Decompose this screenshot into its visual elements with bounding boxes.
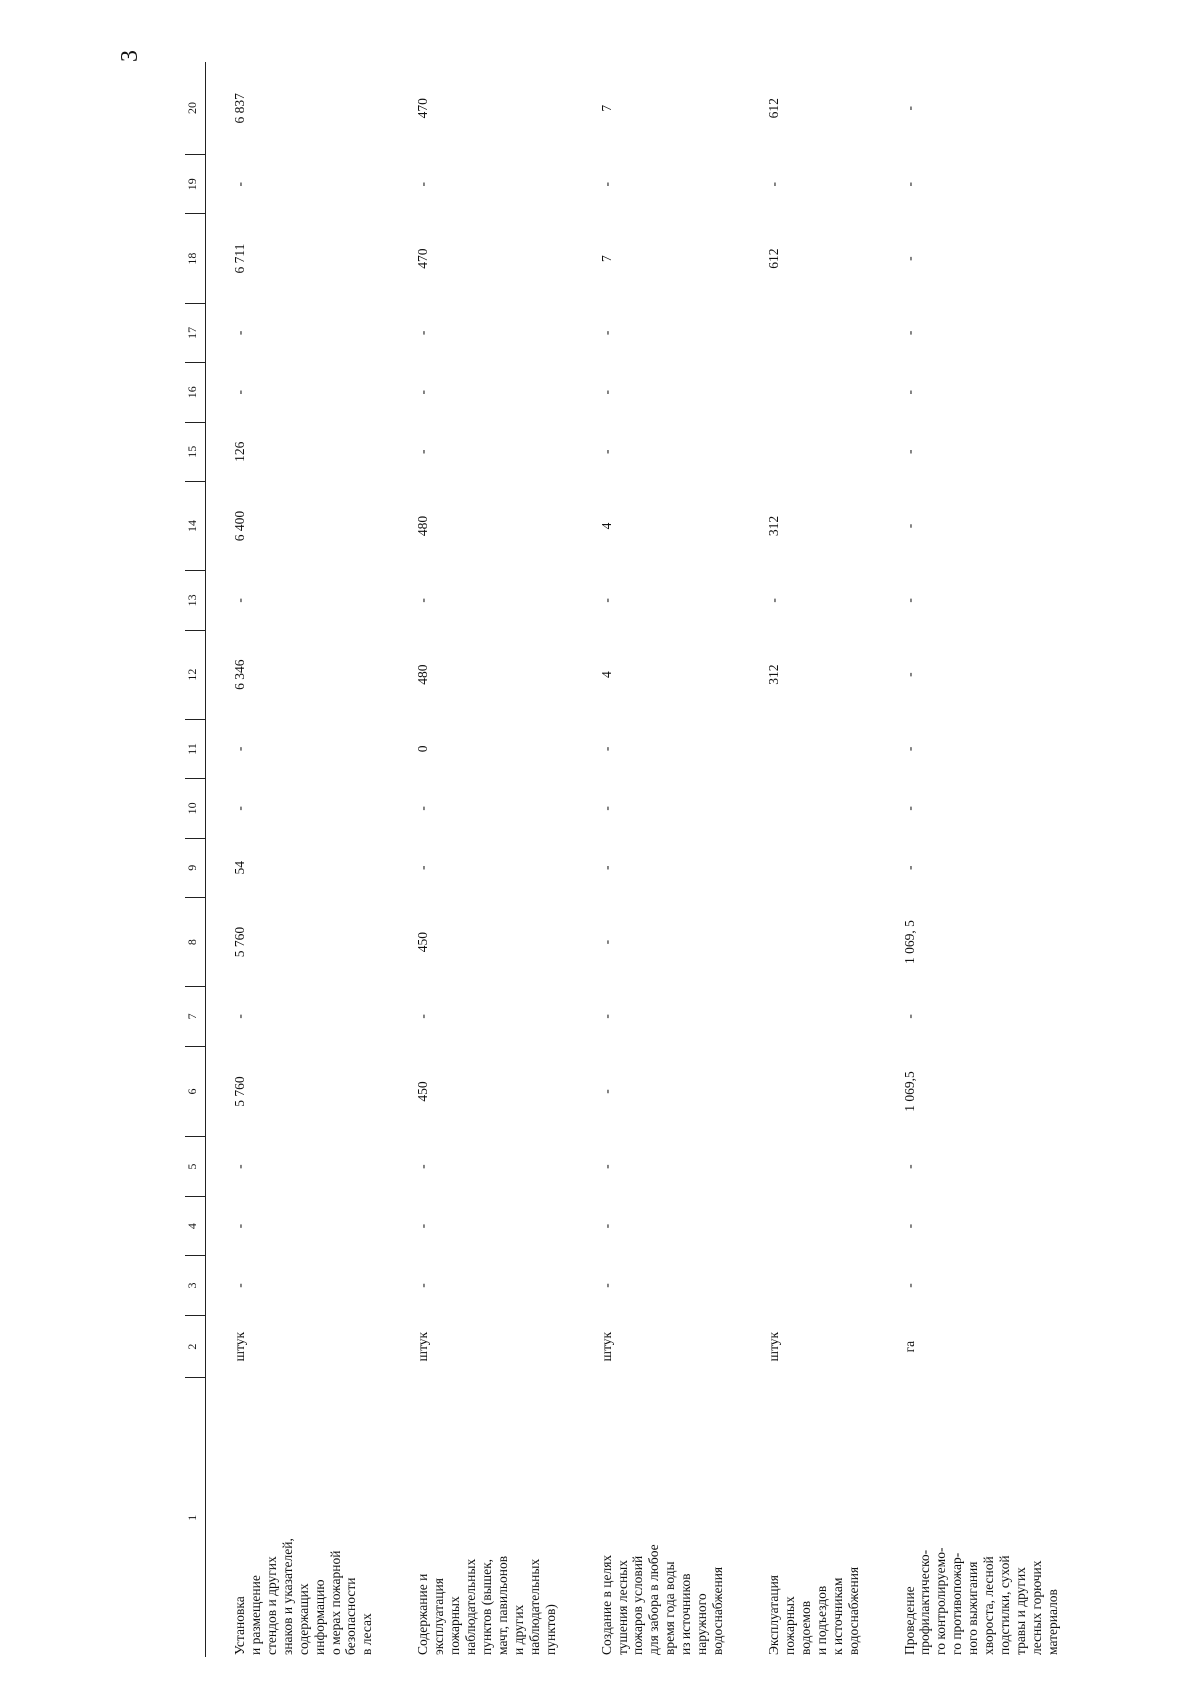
fire-safety-measures-table: [185, 62, 1075, 1657]
column-header: 16: [185, 363, 206, 422]
value-cell: 126: [232, 441, 247, 462]
value-cell: [740, 898, 876, 987]
column-header: 5: [185, 1137, 206, 1196]
value-cell: 7: [598, 104, 614, 112]
value-cell: -: [598, 390, 614, 395]
column-header: 20: [185, 62, 206, 155]
value-cell: [740, 987, 876, 1046]
value-cell: -: [901, 256, 917, 261]
value-cell: -: [232, 806, 247, 811]
value-cell: [740, 1196, 876, 1255]
value-cell: 6 837: [232, 93, 247, 124]
column-header: 12: [185, 630, 206, 719]
value-cell: -: [232, 1283, 247, 1288]
value-cell: -: [598, 939, 614, 945]
value-cell: 480: [415, 664, 431, 685]
value-cell: -: [415, 1223, 431, 1229]
column-header: 4: [185, 1196, 206, 1255]
value-cell: -: [598, 1283, 614, 1288]
value-cell: -: [598, 1089, 614, 1094]
value-cell: -: [232, 1164, 247, 1169]
value-cell: -: [232, 182, 247, 187]
table-body: [206, 62, 1075, 1657]
value-cell: -: [901, 390, 917, 395]
value-cell: -: [901, 1283, 917, 1288]
value-cell: 470: [415, 98, 431, 119]
column-number-row: [185, 62, 206, 1657]
value-cell: 1 069,5: [901, 1071, 917, 1112]
column-header: 11: [185, 719, 206, 778]
table-row: [876, 62, 1075, 1657]
value-cell: -: [598, 1164, 614, 1169]
value-cell: 1 069, 5: [901, 920, 917, 965]
value-cell: [740, 303, 876, 362]
value-cell: -: [598, 598, 614, 603]
column-header: 19: [185, 155, 206, 214]
value-cell: -: [901, 865, 917, 871]
value-cell: -: [598, 449, 614, 454]
column-header: 10: [185, 779, 206, 838]
value-cell: -: [901, 523, 917, 529]
column-header: 1: [185, 1378, 206, 1657]
value-cell: -: [232, 330, 247, 336]
value-cell: -: [765, 598, 781, 603]
value-cell: -: [901, 182, 917, 187]
value-cell: 7: [598, 255, 614, 262]
value-cell: [740, 719, 876, 778]
value-cell: -: [415, 330, 431, 336]
value-cell: -: [415, 449, 431, 454]
value-cell: 450: [415, 1081, 431, 1102]
value-cell: 470: [415, 248, 431, 269]
value-cell: 312: [765, 515, 781, 537]
value-cell: -: [232, 1223, 247, 1229]
value-cell: -: [901, 330, 917, 336]
value-cell: [740, 1137, 876, 1196]
value-cell: -: [901, 449, 917, 454]
value-cell: [740, 422, 876, 481]
value-cell: [740, 779, 876, 838]
value-cell: 450: [415, 931, 431, 953]
value-cell: -: [901, 106, 917, 111]
value-cell: 4: [598, 522, 614, 530]
value-cell: 5 760: [232, 1076, 247, 1107]
value-cell: 6 400: [232, 510, 247, 542]
value-cell: [740, 1046, 876, 1137]
value-cell: 312: [765, 664, 781, 685]
unit-cell: штук: [415, 1331, 431, 1362]
value-cell: -: [901, 1164, 917, 1169]
column-header: 13: [185, 571, 206, 630]
value-cell: -: [415, 1283, 431, 1288]
column-header: 2: [185, 1315, 206, 1378]
value-cell: -: [901, 598, 917, 603]
value-cell: -: [598, 1014, 614, 1019]
unit-cell: штук: [598, 1331, 614, 1362]
value-cell: -: [232, 598, 247, 603]
value-cell: -: [415, 806, 431, 811]
value-cell: -: [901, 1223, 917, 1229]
value-cell: -: [598, 330, 614, 336]
column-header: 7: [185, 987, 206, 1046]
row-label: Создание в целях тушения лесных пожаров условий для забора в любое время года воды из источников наружного водоснабжения: [598, 1544, 726, 1655]
value-cell: 612: [765, 98, 781, 119]
column-header: 9: [185, 838, 206, 897]
column-header: 17: [185, 303, 206, 362]
value-cell: -: [598, 182, 614, 187]
value-cell: 6 346: [232, 659, 247, 690]
rotated-table-container: [185, 62, 1060, 1657]
column-header: 15: [185, 422, 206, 481]
value-cell: -: [232, 1014, 247, 1019]
value-cell: [740, 838, 876, 897]
column-header: 8: [185, 898, 206, 987]
unit-cell: штук: [765, 1331, 781, 1362]
value-cell: -: [598, 746, 614, 752]
value-cell: -: [415, 182, 431, 187]
value-cell: -: [415, 598, 431, 603]
page-number: 3: [117, 50, 143, 62]
row-label: Эксплуатация пожарных водоемов и подъездов к источникам водоснабжения: [765, 1566, 861, 1655]
column-header: 18: [185, 214, 206, 303]
column-header: 3: [185, 1256, 206, 1315]
unit-cell: штук: [232, 1331, 247, 1362]
value-cell: 54: [232, 861, 247, 875]
value-cell: 6 711: [232, 243, 247, 274]
value-cell: -: [598, 806, 614, 811]
value-cell: -: [901, 746, 917, 752]
value-cell: 4: [598, 671, 614, 678]
row-label: Содержание и эксплуатация пожарных наблюдательных пунктов (вышек, мачт, павильонов и других наблюдательных пунктов): [415, 1555, 558, 1655]
value-cell: 480: [415, 515, 431, 537]
value-cell: -: [232, 746, 247, 752]
value-cell: -: [415, 1164, 431, 1169]
table-row: [573, 62, 740, 1657]
table-row: [740, 62, 876, 1657]
row-label: Проведение профилактическо- го контролируемо- го противопожар- ного выжигания хвороста, лесной подстилки, сухой травы и других лесных горючих материалов: [901, 1547, 1060, 1655]
value-cell: -: [901, 806, 917, 811]
value-cell: -: [415, 1014, 431, 1019]
value-cell: [740, 363, 876, 422]
value-cell: -: [901, 1014, 917, 1019]
column-header: 14: [185, 481, 206, 570]
value-cell: -: [415, 865, 431, 871]
column-header: 6: [185, 1046, 206, 1137]
table-row: [206, 62, 390, 1657]
value-cell: [740, 1256, 876, 1315]
value-cell: -: [598, 865, 614, 871]
value-cell: -: [415, 390, 431, 395]
value-cell: 0: [415, 745, 431, 753]
value-cell: -: [232, 390, 247, 395]
value-cell: -: [598, 1223, 614, 1229]
table-row: [389, 62, 572, 1657]
value-cell: 612: [765, 248, 781, 269]
value-cell: -: [901, 672, 917, 677]
unit-cell: га: [901, 1340, 917, 1353]
row-label: Установка и размещение стендов и других знаков и указателей, содержащих информацию о мерах пожарной безопасности в лесах: [232, 1538, 375, 1655]
value-cell: -: [765, 182, 781, 187]
value-cell: 5 760: [232, 926, 247, 958]
